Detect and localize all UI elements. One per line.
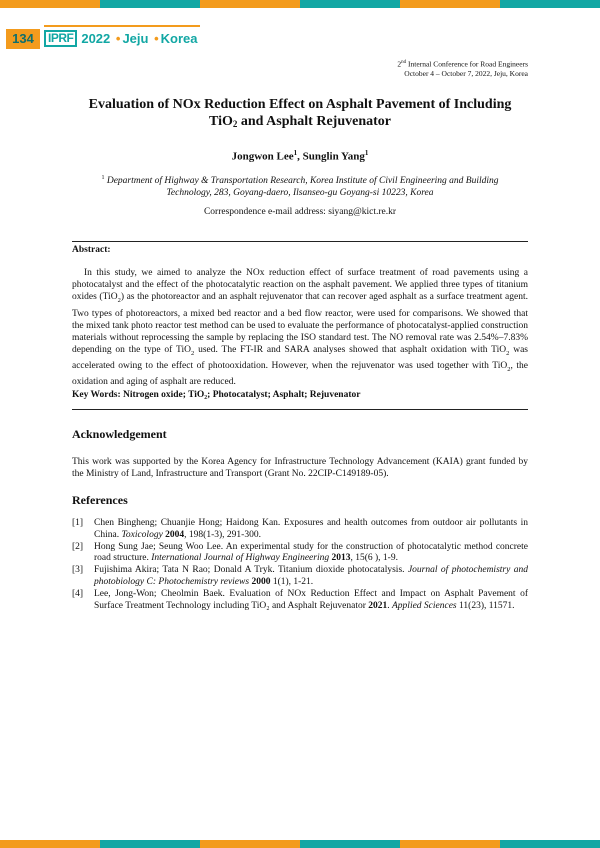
abstract-label: Abstract: (72, 245, 111, 255)
conference-logo (44, 29, 198, 49)
logo-city: Jeju (122, 31, 149, 46)
logo-mark: IPRF (44, 30, 77, 47)
references-list (72, 518, 528, 612)
conference-dates: October 4 – October 7, 2022, Jeju, Korea (404, 68, 528, 78)
keywords-bottom-rule (72, 409, 528, 410)
reference-item: [2] Hong Sung Jae; Seung Woo Lee. An experimental study for the construction of photocatalytic method concrete road structure. International Journal of Highway Engineering 2013, 15(6 ), 1-9. (72, 541, 528, 564)
page-number: 134 (6, 29, 40, 49)
reference-item: [4] Lee, Jong-Won; Cheolmin Baek. Evaluation of NOx Reduction Effect and Impact on Asphalt Pavement of Surface Treatment Technology including TiO₂ and Asphalt Rejuvenator 2021. Applied Sciences 11(23), 11571. (72, 588, 528, 611)
logo-country: Korea (160, 31, 198, 46)
logo-separator: • (115, 31, 121, 46)
correspondence-email: Correspondence e-mail address: siyang@kict.re.kr (203, 207, 397, 217)
bottom-color-band (0, 840, 600, 848)
conference-name: 2nd Internal Conference for Road Engineers (397, 59, 528, 69)
top-color-band (0, 0, 600, 8)
acknowledgement-text: This work was supported by the Korea Agency for Infrastructure Technology Advancement (KAIA) grant funded by the Ministry of Land, Infrastructure and Transport (Grant No. 22CIP-C149189-05). (72, 457, 528, 480)
header-rule (44, 25, 200, 27)
logo-year: 2022 (81, 31, 111, 46)
reference-item: [3] Fujishima Akira; Tata N Rao; Donald A Tryk. Titanium dioxide photocatalysis. Journal of photochemistry and photobiology C: Photochemistry reviews 2000 1(1), 1-21. (72, 565, 528, 587)
abstract-text: In this study, we aimed to analyze the NOx reduction effect of surface treatment of road pavements using a photocatalyst and the effect of the photocatalytic reaction on the asphalt pavement. We applied three types of titanium oxides (TiO$_2$) as the photoreactor and an asphalt rejuvenator that can recover aged asphalt as a surface treatment agent. Two types of photoreactors, a mixed bed reactor and a bed flow reactor, were used for comparisons. We showed that the mixed tank photo reactor test method can be used to evaluate the performance of photocatalyst-applied construction materials without reprocessing the sample by replacing the ISO standard test. The NO removal rate was 2.54%–7.83% depending on the type of TiO$_2$ used. The FT-IR and SARA analyses showed that asphalt oxidation with TiO$_2$ was accelerated owing to the effect of photooxidation. However, when the rejuvenator was used together with TiO$_2$, the oxidation and aging of asphalt are reduced. (72, 268, 529, 388)
references-heading: References (72, 493, 128, 507)
page-header (0, 25, 600, 51)
logo-separator: • (154, 31, 159, 46)
reference-item: [1] Chen Bingheng; Chuanjie Hong; Haidong Kan. Exposures and health outcomes from outdoor air pollutants in China. Toxicology 2004, 198(1-3), 291-300. (72, 518, 528, 540)
abstract-top-rule (72, 241, 528, 242)
authors: Jongwon Lee$^1$, Sunglin Yang$^1$ (231, 149, 369, 163)
affiliation: $^1$ Department of Highway & Transportation Research, Korea Institute of Civil Engineering and Building Technology, 283, Goyang-daero, Ilsanseo-gu Goyang-si 10223, Korea (101, 175, 499, 199)
acknowledgement-heading: Acknowledgement (72, 427, 167, 441)
keywords: Key Words: Nitrogen oxide; TiO₂; Photocatalyst; Asphalt; Rejuvenator (72, 390, 361, 400)
paper-title: Evaluation of NOx Reduction Effect on Asphalt Pavement of Including TiO$_2$ and Asphalt Rejuvenator (88, 97, 512, 129)
conference-info (397, 58, 528, 78)
